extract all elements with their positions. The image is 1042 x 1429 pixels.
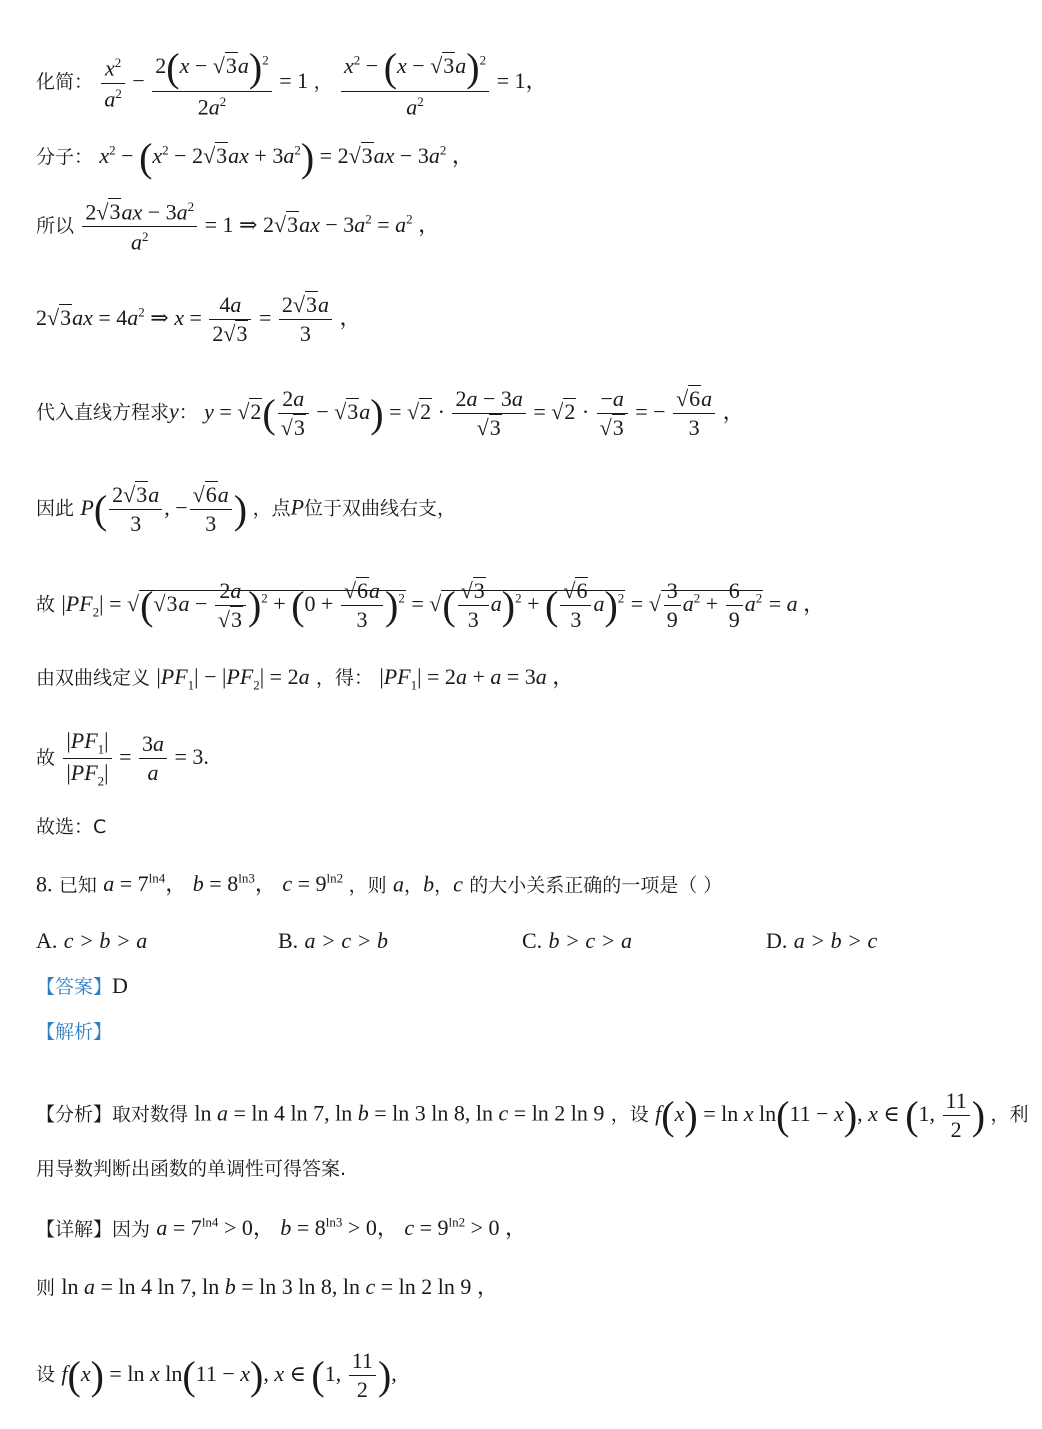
analysis-header [36, 1021, 112, 1042]
substitute-expression: y = √2( $\frac{2a}{√3}$ − √3a) = √2 · $\frac{2a - 3a}{√3}$ = √2 · $\frac{-a}{√3}$ = − $\frac{√6a}{3}$ ， [204, 386, 745, 440]
tail-text-2: 位于双曲线右支， [304, 497, 457, 520]
detail-line-2: 则 ln a = ln 4 ln 7, ln b = ln 3 ln 8, ln c = ln 2 ln 9 ， [36, 1274, 499, 1299]
separator: ， [313, 71, 333, 94]
option-d: D. a > b > c [766, 928, 878, 953]
colon: ： [178, 401, 198, 424]
detail-label: 【详解】 [36, 1218, 113, 1241]
line-ratio [36, 730, 209, 788]
detail-logs: ln a = ln 4 ln 7, ln b = ln 3 ln 8, ln c = ln 2 ln 9 ， [61, 1274, 499, 1299]
solve-x-expression: $2√3ax = 4a^2$ ⇒ x = $\frac{4a}{2√3}$ = $\frac{2√3a}{3}$ ， [36, 292, 362, 346]
line-definition [36, 666, 574, 691]
analysis-logs: ln a = ln 4 ln 7, ln b = ln 3 ln 8, ln c = ln 2 ln 9 [194, 1100, 605, 1126]
answer-value: D [112, 973, 128, 998]
answer-line [36, 975, 128, 997]
detail-positive: $a = 7^{ln4} > 0$， $b = 8^{ln3} > 0$， $c = 9^{ln2} > 0$ ， [156, 1215, 528, 1241]
question-stem-b: ，则 [348, 874, 387, 897]
line-substitute [36, 388, 745, 439]
substitute-label: 代入直线方程求 [36, 401, 170, 424]
line-simplify [36, 45, 548, 120]
get-text: ，得： [315, 667, 373, 689]
analysis-label: 【分析】 [36, 1103, 113, 1126]
detail-function: f(x) = ln x ln(11 − x), x ∈ (1, $\frac{11}{2}$ ), [61, 1348, 397, 1402]
therefore-label: 所以 [36, 214, 75, 237]
simplify-expression-2: $\frac{x^2 - (x - √3a)^2}{a^2}$ = 1， [339, 68, 548, 93]
var-y: y [169, 398, 179, 424]
pf2-expression: $|PF_2| = √(√3a$ − $\frac{2a}{√3}$ )$^2$ + (0 + $\frac{√6a}{3}$ )$^2$ = √( $\frac{√3}{3}$ a)$^2$ + ( $\frac{√6}{3}$ a)$^2$ = √ $\frac{3}{9}$ $a^2$ + $\frac{6}{9}$ $a^2 = a$ ， [61, 578, 826, 632]
question-number: 8. [36, 871, 53, 897]
option-b: B. a > c > b [278, 928, 389, 953]
analysis-function: f(x) = ln x ln(11 − x), x ∈ (1, $\frac{11}{2}$ ) [655, 1088, 986, 1142]
numerator-expression: $x^2 - (x^2 - 2√3ax + 3a^2) = 2√3ax - 3a^2$ ， [99, 135, 474, 180]
tail-text: ，点 [252, 497, 291, 520]
hence-label: 因此 [36, 497, 75, 520]
numerator-label: 分子： [36, 146, 94, 169]
definition-label: 由双曲线定义 [36, 667, 151, 689]
question-values: $a = 7^{ln4}$， $b = 8^{ln3}$， $c = 9^{ln2}$ [103, 871, 344, 897]
simplify-expression: $\frac{x^2}{a^2}$ − $\frac{2(x - √3a)^2}{2a^2}$ = 1 [99, 68, 313, 93]
line-therefore [36, 200, 440, 254]
line-pf2 [36, 580, 825, 631]
analysis-line-2: 用导数判断出函数的单调性可得答案. [36, 1158, 347, 1180]
point-p-expression: P( $\frac{2√3a}{3}$ , − $\frac{√6a}{3}$ ) [80, 482, 248, 536]
line-numerator [36, 135, 474, 180]
analysis-tag: 【解析】 [36, 1021, 113, 1043]
question-stem-a: 已知 [58, 874, 97, 897]
hence-label-2: 故 [36, 593, 56, 616]
detail-line-1: 【详解】因为 $a = 7^{ln4} > 0$， $b = 8^{ln3} > 0$， $c = 9^{ln2} > 0$ ， [36, 1215, 528, 1241]
option-a: A. c > b > a [36, 928, 148, 953]
line-point-p: 因此 P( $\frac{2√3a}{3}$ , − $\frac{√6a}{3}$ ) ，点P位于双曲线右支， [36, 482, 457, 536]
question-8: 8. 已知 $a = 7^{ln4}$， $b = 8^{ln3}$， $c = 9^{ln2}$ ，则 a，b，c 的大小关系正确的一项是（ ） [36, 871, 723, 897]
line-solve-x [36, 294, 361, 345]
therefore-expression: $\frac{2√3ax - 3a^2}{a^2}$ = 1 ⇒ $2√3ax - 3a^2 = a^2$ ， [80, 212, 440, 237]
choice-line: 故选：C [36, 816, 107, 838]
analysis-line: 【分析】取对数得 ln a = ln 4 ln 7, ln b = ln 3 ln 8, ln c = ln 2 ln 9 ，设 f(x) = ln x ln(11 − x), x ∈ (1, $\frac{11}{2}$ ) ，利 [36, 1088, 1029, 1142]
answer-tag: 【答案】 [36, 976, 113, 998]
pf1-expression: $|PF_1| = 2a + a = 3a$ ， [379, 664, 575, 693]
question-stem-c: 的大小关系正确的一项是（ ） [469, 874, 723, 897]
hence-label-3: 故 [36, 746, 56, 769]
simplify-label: 化简： [36, 71, 94, 94]
ratio-expression: $\frac{|PF_1|}{|PF_2|}$ = $\frac{3a}{a}$ = 3. [61, 744, 209, 769]
definition-expression: $|PF_1| - |PF_2| = 2a$ [156, 664, 310, 693]
detail-line-3: 设 f(x) = ln x ln(11 − x), x ∈ (1, $\frac{11}{2}$ ), [36, 1348, 397, 1402]
option-c: C. b > c > a [522, 928, 633, 953]
